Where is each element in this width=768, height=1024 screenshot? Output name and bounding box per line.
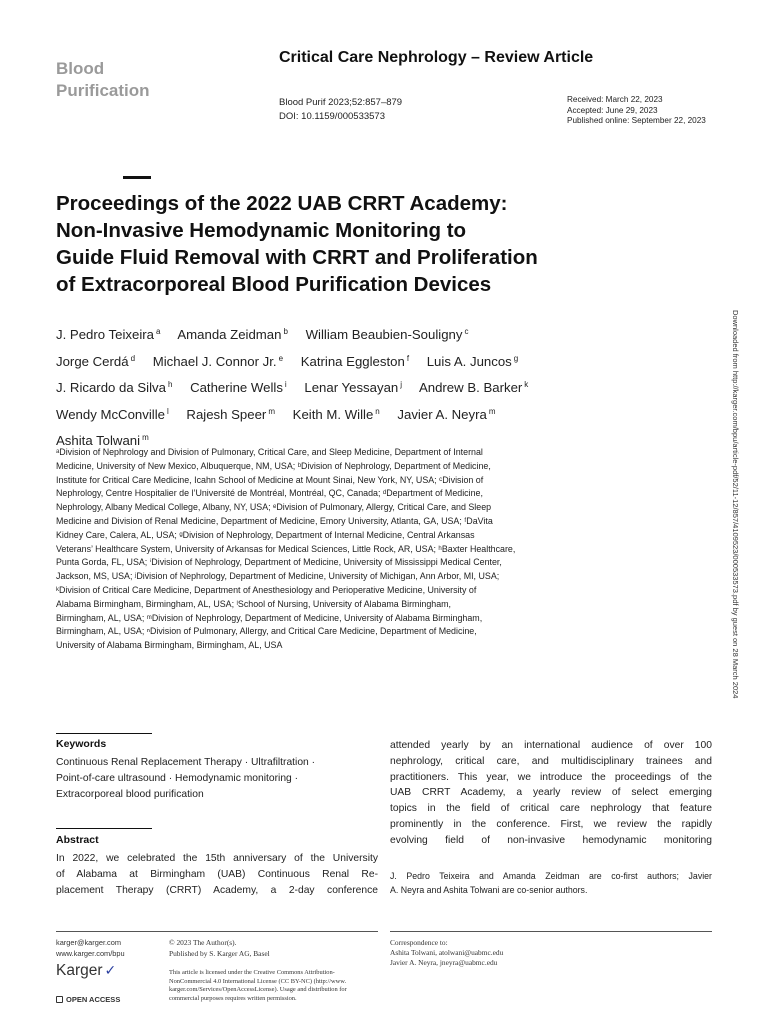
author: Keith M. Wille $^n$ bbox=[292, 406, 380, 422]
citation: Blood Purif 2023;52:857–879 bbox=[279, 97, 403, 108]
author: Wendy McConville $^l$ bbox=[56, 406, 169, 422]
keyword-line: Extracorporeal blood purification bbox=[56, 788, 204, 800]
doi[interactable]: DOI: 10.1159/000533573 bbox=[279, 111, 385, 122]
open-access-label: OPEN ACCESS bbox=[66, 995, 121, 1004]
license-line: NonCommercial 4.0 International License (CC BY-NC) (http://www. bbox=[169, 977, 347, 985]
affiliation-line: Medicine and Division of Renal Medicine, Department of Medicine, Emory University, Atlanta, GA, USA; ᶠDaVita bbox=[56, 515, 493, 526]
abstract-line: nephrology, critical care, and multidisciplinary trainees and bbox=[390, 755, 712, 767]
affiliation-line: Nephrology, Albany Medical College, Albany, NY, USA; ᵉDivision of Pulmonary, Allergy, Critical Care, and Sleep bbox=[56, 502, 492, 513]
open-lock-icon bbox=[56, 996, 63, 1003]
license-line: karger.com/Services/OpenAccessLicense). Usage and distribution for bbox=[169, 986, 347, 994]
author: Katrina Eggleston $^f$ bbox=[300, 353, 410, 369]
karger-mark-icon: ✓ bbox=[104, 962, 117, 978]
title-line: Proceedings of the 2022 UAB CRRT Academy: bbox=[56, 192, 508, 215]
abstract-line: of Alabama at Birmingham (UAB) Continuous Renal Re- bbox=[56, 868, 378, 880]
abstract-rule bbox=[56, 828, 152, 829]
author: Rajesh Speer $^m$ bbox=[186, 406, 275, 422]
published-date: Published online: September 22, 2023 bbox=[567, 116, 706, 125]
author-list bbox=[56, 320, 696, 453]
abstract-line: UAB CRRT Academy, a yearly review of select emerging bbox=[390, 787, 712, 799]
license-text bbox=[169, 969, 379, 1004]
author-line bbox=[56, 373, 696, 400]
journal-name-line-2: Purification bbox=[56, 81, 150, 100]
note-line: A. Neyra and Ashita Tolwani are co-senior authors. bbox=[390, 885, 588, 895]
journal-name bbox=[56, 58, 150, 102]
keyword-line: Point-of-care ultrasound · Hemodynamic monitoring · bbox=[56, 772, 299, 784]
accepted-date: Accepted: June 29, 2023 bbox=[567, 105, 658, 115]
abstract-line: prominently in the conference. First, we review the rapidly bbox=[390, 818, 712, 830]
copyright-line: Published by S. Karger AG, Basel bbox=[169, 949, 270, 958]
publisher-email[interactable]: karger@karger.com bbox=[56, 938, 122, 947]
affiliation-line: ᵏDivision of Critical Care Medicine, Department of Anesthesiology and Perioperative Medicine, University of bbox=[56, 584, 477, 595]
abstract-line: attended yearly by an international audience of over 100 bbox=[390, 740, 712, 751]
copyright bbox=[169, 937, 270, 959]
author: Amanda Zeidman $^b$ bbox=[177, 327, 288, 342]
title-line: of Extracorporeal Blood Purification Devices bbox=[56, 273, 492, 296]
abstract-line: topics in the field of critical care nephrology that feature bbox=[390, 803, 712, 815]
author: Ashita Tolwani $^m$ bbox=[56, 433, 149, 448]
keyword-line: Continuous Renal Replacement Therapy · Ultrafiltration · bbox=[56, 757, 316, 768]
correspondence bbox=[390, 938, 503, 968]
abstract-line: practitioners. This year, we introduce the proceedings of the bbox=[390, 771, 712, 783]
affiliation-line: Kidney Care, Calera, AL, USA; ᵍDivision of Nephrology, Department of Internal Medicine, Central Arkansas bbox=[56, 529, 475, 540]
license-line: commercial purposes requires written permission. bbox=[169, 995, 297, 1003]
title-line: Guide Fluid Removal with CRRT and Proliferation bbox=[56, 246, 538, 269]
correspondence-label: Correspondence to: bbox=[390, 938, 448, 947]
affiliation-line: Medicine, University of New Mexico, Albuquerque, NM, USA; ᵇDivision of Nephrology, Department of Medicine, bbox=[56, 460, 491, 471]
affiliation-line: Alabama Birmingham, Birmingham, AL, USA; ˡSchool of Nursing, University of Alabama Birmingham, bbox=[56, 598, 452, 609]
correspondence-contact[interactable]: Ashita Tolwani, atolwani@uabmc.edu bbox=[390, 948, 504, 957]
article-title bbox=[56, 190, 616, 298]
publisher-website[interactable]: www.karger.com/bpu bbox=[56, 949, 125, 958]
dates-block bbox=[567, 95, 706, 127]
abstract-text bbox=[56, 851, 378, 898]
author: Javier A. Neyra $^m$ bbox=[397, 406, 496, 422]
footer-rule-left bbox=[56, 931, 378, 932]
author: William Beaubien-Souligny $^c$ bbox=[305, 327, 469, 342]
abstract-continued bbox=[390, 738, 712, 849]
author-line bbox=[56, 400, 696, 427]
affiliation-line: Punta Gorda, FL, USA; ⁱDivision of Nephrology, Department of Medicine, University of Mississippi Medical Center, bbox=[56, 557, 502, 568]
logo-text: Karger bbox=[56, 962, 103, 979]
article-section: Critical Care Nephrology – Review Article bbox=[279, 49, 594, 66]
title-rule bbox=[123, 176, 151, 179]
affiliation-line: Jackson, MS, USA; ʲDivision of Nephrology, Department of Medicine, University of Michigan, Ann Arbor, MI, USA; bbox=[56, 571, 500, 582]
author: J. Pedro Teixeira $^a$ bbox=[56, 327, 161, 342]
affiliation-line: Nephrology, Centre Hospitalier de l’Université de Montréal, Montréal, QC, Canada; ᵈDepartment of Medicine, bbox=[56, 488, 483, 499]
note-line: J. Pedro Teixeira and Amanda Zeidman are co-first authors; Javier bbox=[390, 871, 712, 881]
keywords-text bbox=[56, 755, 376, 802]
abstract-line: In 2022, we celebrated the 15th anniversary of the University bbox=[56, 853, 378, 864]
citation-block bbox=[279, 96, 402, 124]
affiliations bbox=[56, 446, 596, 653]
affiliation-line: Veterans’ Healthcare System, University of Arkansas for Medical Sciences, Little Rock, AR, USA; ʰBaxter Healthcare, bbox=[56, 543, 516, 554]
author: Lenar Yessayan $^j$ bbox=[304, 380, 403, 395]
abstract-heading: Abstract bbox=[56, 834, 99, 846]
author: Jorge Cerdá $^d$ bbox=[56, 353, 136, 369]
license-line: This article is licensed under the Creative Commons Attribution- bbox=[169, 969, 335, 976]
author: J. Ricardo da Silva $^h$ bbox=[56, 380, 173, 395]
keywords-heading: Keywords bbox=[56, 738, 107, 750]
affiliation-line: Institute for Critical Care Medicine, Icahn School of Medicine at Mount Sinai, New York, NY, USA; ᶜDivision of bbox=[56, 474, 484, 485]
download-note-text: Downloaded from http://karger.com/bpu/article-pdf/52/11-12/857/4109523/000533573.pdf by guest on 28 March 2024 bbox=[731, 310, 740, 699]
affiliation-line: Birmingham, AL, USA; ⁿDivision of Pulmonary, Allergy, and Critical Care Medicine, Department of Medicine, bbox=[56, 626, 477, 637]
author: Catherine Wells $^i$ bbox=[190, 380, 287, 395]
received-date: Received: March 22, 2023 bbox=[567, 95, 663, 104]
abstract-line: evolving field of non-invasive hemodynamic monitoring bbox=[390, 834, 712, 846]
download-note bbox=[728, 310, 742, 740]
abstract-line: placement Therapy (CRRT) Academy, a 2-day conference bbox=[56, 884, 378, 896]
author: Michael J. Connor Jr. $^e$ bbox=[152, 353, 284, 369]
journal-name-line-1: Blood bbox=[56, 59, 105, 78]
correspondence-contact[interactable]: Javier A. Neyra, jneyra@uabmc.edu bbox=[390, 958, 498, 967]
publisher-contact bbox=[56, 937, 125, 959]
keywords-rule bbox=[56, 733, 152, 734]
open-access-badge bbox=[56, 995, 120, 1004]
author: Andrew B. Barker $^k$ bbox=[418, 380, 529, 395]
karger-logo bbox=[56, 962, 116, 980]
author-line bbox=[56, 347, 696, 374]
title-line: Non-Invasive Hemodynamic Monitoring to bbox=[56, 219, 467, 242]
footer-rule-right bbox=[390, 931, 712, 932]
affiliation-line: University of Alabama Birmingham, Birmingham, AL, USA bbox=[56, 640, 283, 651]
author-line bbox=[56, 320, 696, 347]
affiliation-line: Birmingham, AL, USA; ᵐDivision of Nephrology, Department of Medicine, University of Alabama Birmingham, bbox=[56, 612, 483, 623]
affiliation-line: ᵃDivision of Nephrology and Division of Pulmonary, Critical Care, and Sleep Medicine, Department of Internal bbox=[56, 447, 483, 457]
author: Luis A. Juncos $^g$ bbox=[426, 353, 519, 369]
author-contribution-note bbox=[390, 869, 712, 897]
copyright-line: © 2023 The Author(s). bbox=[169, 938, 237, 947]
